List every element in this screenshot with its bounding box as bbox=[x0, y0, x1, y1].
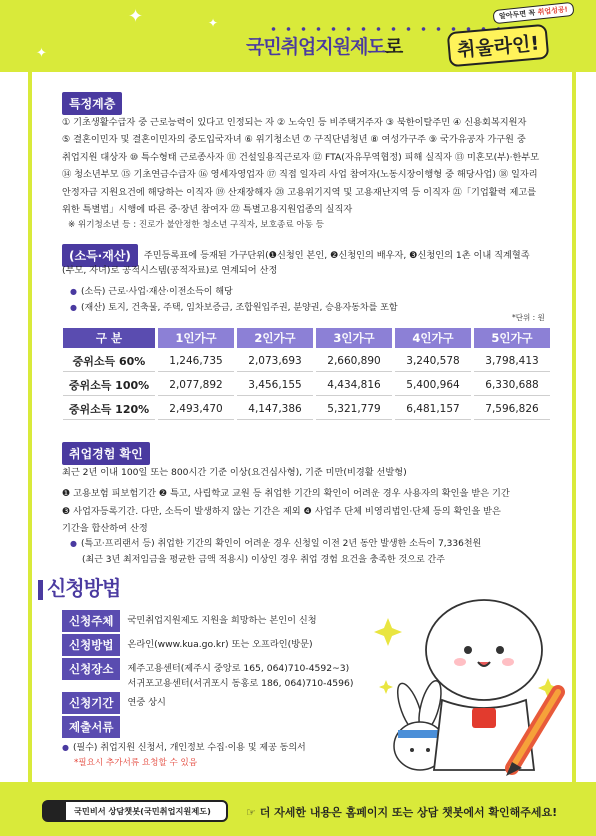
table-header-row bbox=[63, 328, 550, 348]
bullet-icon: ● bbox=[70, 303, 77, 312]
table-cell: 중위소득 100% bbox=[63, 374, 155, 396]
table-cell: 5,400,964 bbox=[395, 374, 471, 396]
table-cell: 6,330,688 bbox=[474, 374, 550, 396]
table-row bbox=[63, 350, 550, 372]
work-experience-section bbox=[62, 442, 562, 465]
table-cell: 3,240,578 bbox=[395, 350, 471, 372]
table-cell: 3,798,413 bbox=[474, 350, 550, 372]
apply-place-row bbox=[62, 658, 353, 691]
slogan-badge: 취울라인! bbox=[447, 24, 550, 68]
list-item: ● (소득) 근로·사업·재산·이전소득이 해당 bbox=[70, 284, 570, 300]
special-groups-line: 취업지원 대상자 ⑩ 특수형태 근로종사자 ⑪ 건설일용직근로자 ⑫ FTA(자유무역협정) 피해 실직자 ⑬ 미혼모(부)·한부모 bbox=[62, 151, 540, 163]
work-experience-line: 기간을 합산하여 산정 bbox=[62, 523, 148, 535]
work-experience-line: ❶ 고용보험 피보험기간 ❷ 특고, 사립학교 교원 등 취업한 기간의 확인이 어려운 경우 사용자의 확인을 받은 기간 bbox=[62, 488, 510, 500]
bullet-icon: ● bbox=[70, 539, 77, 548]
work-experience-line: ❸ 사업자등록기간. 다만, 소득이 발생하지 않는 기간은 제외 ❹ 사업주 단체 비영리법인·단체 등의 확인을 받은 bbox=[62, 505, 501, 517]
footer-message: ☞ 더 자세한 내용은 홈페이지 또는 상담 챗봇에서 확인해주세요! bbox=[246, 806, 558, 819]
income-desc-1: 주민등록표에 등재된 가구단위(❶신청인 본인, ❷신청인의 배우자, ❸신청인의 1촌 이내 직계혈족 bbox=[143, 249, 530, 261]
table-header: 3인가구 bbox=[316, 328, 392, 348]
chatbot-label: 국민비서 상담챗봇(국민취업지원제도) bbox=[74, 805, 211, 816]
income-desc-2: (부모, 자녀)로 공적시스템(공적자료)로 연계되어 산정 bbox=[62, 265, 278, 276]
sparkle-icon: ✦ bbox=[208, 16, 219, 30]
slogan-badge-small: 알아두면 꼭 취업성공! bbox=[492, 2, 574, 24]
apply-place-line: 서귀포고용센터(서귀포시 동홍로 186, 064)710-4596) bbox=[127, 678, 354, 689]
chatbot-icon bbox=[44, 802, 66, 820]
table-cell: 2,077,892 bbox=[158, 374, 234, 396]
work-experience-tag: 취업경험 확인 bbox=[62, 442, 150, 465]
table-cell: 1,246,735 bbox=[158, 350, 234, 372]
table-row bbox=[63, 398, 550, 420]
list-item: ● (필수) 취업지원 신청서, 개인정보 수집·이용 및 제공 동의서 bbox=[62, 740, 562, 756]
list-item: ● (특고·프리랜서 등) 취업한 기간의 확인이 어려운 경우 신청일 이전 2년 동안 발생한 소득이 7,336천원 bbox=[70, 536, 570, 552]
bullet-icon: ● bbox=[70, 287, 77, 296]
sparkle-icon: ✦ bbox=[128, 6, 144, 27]
unit-note: *단위 : 원 bbox=[512, 313, 545, 322]
header-band bbox=[0, 0, 596, 72]
special-groups-list bbox=[62, 114, 562, 218]
apply-period-row bbox=[62, 692, 166, 714]
table-cell: 5,321,779 bbox=[316, 398, 392, 420]
apply-docs-label: 제출서류 bbox=[62, 716, 120, 738]
income-bullets bbox=[70, 284, 570, 316]
special-groups-section bbox=[62, 92, 562, 115]
pointing-hand-icon: ☞ bbox=[246, 806, 260, 819]
sparkle-icon: ✦ bbox=[36, 46, 47, 61]
apply-method-value: 온라인(www.kua.go.kr) 또는 오프라인(방문) bbox=[127, 639, 313, 650]
table-header: 4인가구 bbox=[395, 328, 471, 348]
table-cell: 6,481,157 bbox=[395, 398, 471, 420]
table-cell: 2,493,470 bbox=[158, 398, 234, 420]
heading-mark bbox=[38, 580, 43, 600]
table-header: 1인가구 bbox=[158, 328, 234, 348]
special-groups-line: ⑤ 결혼이민자 및 결혼이민자의 중도입국자녀 ⑥ 위기청소년 ⑦ 구직단념청년 ⑧ 여성가구주 ⑨ 국가유공자 가구원 중 bbox=[62, 134, 526, 146]
work-experience-text bbox=[62, 464, 562, 538]
table-cell: 4,147,386 bbox=[237, 398, 313, 420]
apply-method-label: 신청방법 bbox=[62, 634, 120, 656]
apply-place-line: 제주고용센터(제주시 중앙로 165, 064)710-4592~3) bbox=[127, 663, 350, 674]
table-header: 5인가구 bbox=[474, 328, 550, 348]
apply-period-label: 신청기간 bbox=[62, 692, 120, 714]
table-row bbox=[63, 374, 550, 396]
table-cell: 3,456,155 bbox=[237, 374, 313, 396]
special-groups-line: ⑭ 청소년부모 ⑮ 기초연금수급자 ⑯ 영세자영업자 ⑰ 직접 일자리 사업 참여자(노동시장이행형 중 해당사업) ⑱ 일자리 bbox=[62, 169, 538, 181]
apply-subject-row bbox=[62, 610, 317, 632]
apply-subject-value: 국민취업지원제도 지원을 희망하는 본인이 신청 bbox=[127, 615, 317, 626]
special-groups-tag: 특정계층 bbox=[62, 92, 122, 115]
list-item-continued: (최근 3년 최저임금을 평균한 금액 적용시) 이상인 경우 취업 경험 요건을 충족한 것으로 간주 bbox=[82, 555, 445, 565]
application-heading: 신청방법 bbox=[38, 572, 120, 601]
work-experience-bullet bbox=[70, 536, 570, 568]
apply-place-label: 신청장소 bbox=[62, 658, 120, 680]
table-header: 구 분 bbox=[63, 328, 155, 348]
work-experience-line: 최근 2년 이내 100일 또는 800시간 기준 이상(요건심사형), 기준 미만(비경활 선발형) bbox=[62, 467, 407, 478]
chatbot-button[interactable] bbox=[42, 800, 228, 822]
table-cell: 중위소득 120% bbox=[63, 398, 155, 420]
list-item: ● (재산) 토지, 건축물, 주택, 임차보증금, 조합원입주권, 분양권, 승용자동차를 포함 bbox=[70, 300, 570, 316]
table-cell: 2,660,890 bbox=[316, 350, 392, 372]
apply-place-value bbox=[127, 658, 353, 691]
apply-period-value: 연중 상시 bbox=[127, 697, 166, 708]
special-groups-line: 위한 특별법」시행에 따른 중·장년 참여자 ㉒ 특별고용지원업종의 실직자 bbox=[62, 204, 353, 216]
income-tag: (소득·재산) bbox=[62, 244, 138, 267]
table-header: 2인가구 bbox=[237, 328, 313, 348]
apply-method-row bbox=[62, 634, 313, 656]
table-cell: 중위소득 60% bbox=[63, 350, 155, 372]
special-groups-line: 안정자금 지원요건에 해당하는 이직자 ⑲ 산재장해자 ⑳ 고용위기지역 및 고용재난지역 등 이직자 ㉑「기업활력 제고를 bbox=[62, 186, 537, 198]
table-cell: 7,596,826 bbox=[474, 398, 550, 420]
mascot-illustration bbox=[372, 588, 568, 784]
table-cell: 2,073,693 bbox=[237, 350, 313, 372]
apply-docs-row bbox=[62, 716, 127, 738]
special-groups-line: ① 기초생활수급자 중 근로능력이 있다고 인정되는 자 ② 노숙인 등 비주택거주자 ③ 북한이탈주민 ④ 신용회복지원자 bbox=[62, 117, 527, 128]
table-cell: 4,434,816 bbox=[316, 374, 392, 396]
median-income-table bbox=[60, 326, 553, 422]
bullet-icon: ● bbox=[62, 743, 69, 752]
special-groups-note: ※ 위기청소년 등 : 진로가 불안정한 청소년 구직자, 보호종료 아동 등 bbox=[68, 220, 324, 230]
apply-subject-label: 신청주체 bbox=[62, 610, 120, 632]
apply-docs-note: *필요시 추가서류 요청할 수 있음 bbox=[74, 758, 198, 768]
page-title: 국민취업지원제도로 bbox=[246, 36, 403, 58]
